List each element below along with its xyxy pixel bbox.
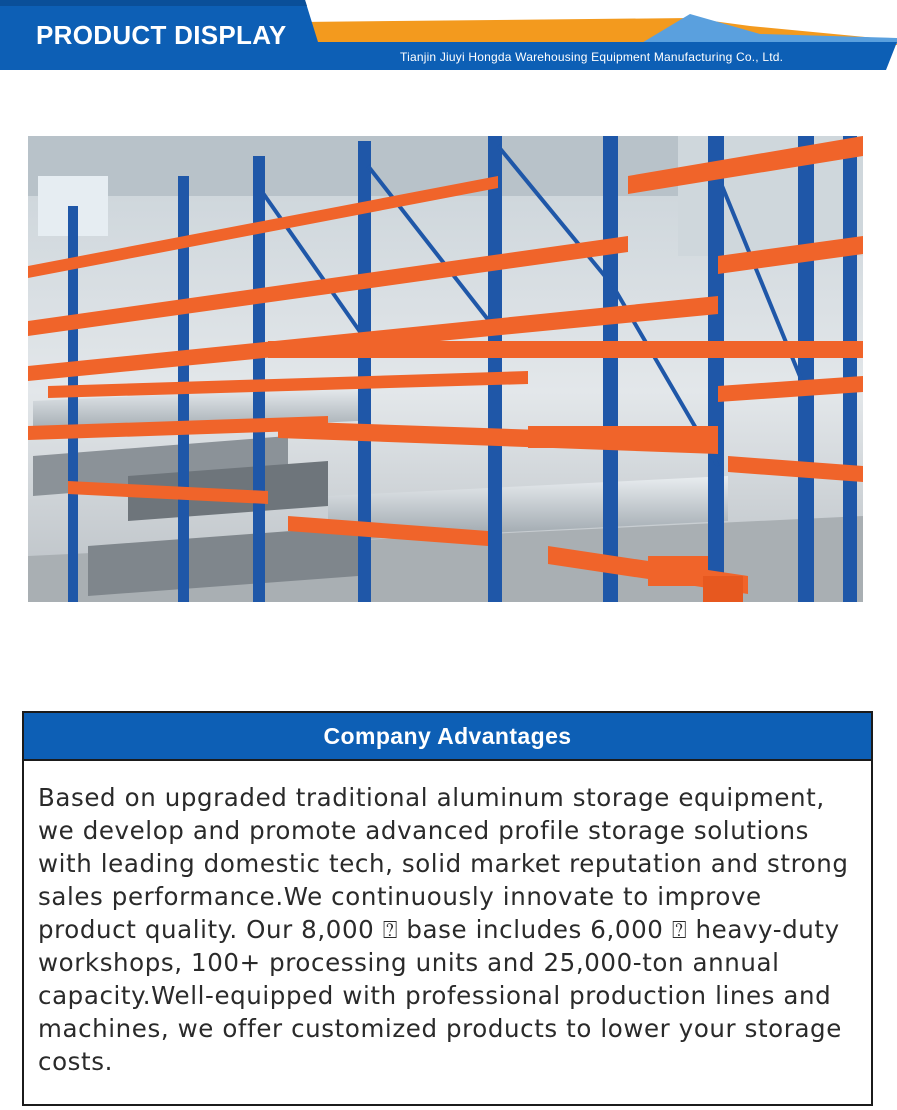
panel-header (24, 713, 871, 761)
advantages-text: Based on upgraded traditional aluminum storage equipment, we develop and promote advanced profile storage solutions with leading domestic tech, solid market reputation and strong sales performance.We continuously innovate to improve product quality. Our 8,000 ⍰ base includes 6,000 ⍰ heavy-duty workshops, 100+ processing units and 25,000-ton annual capacity.Well-equipped with professional production lines and machines, we offer customized products to lower your storage costs. (38, 783, 849, 1076)
panel-body (24, 761, 871, 1078)
product-photo (28, 136, 863, 602)
company-advantages-panel (22, 711, 873, 1106)
panel-title: Company Advantages (323, 722, 572, 749)
page-title: PRODUCT DISPLAY (36, 20, 287, 50)
company-name: Tianjin Jiuyi Hongda Warehousing Equipment Manufacturing Co., Ltd. (400, 50, 784, 64)
header-banner (0, 0, 897, 80)
racking-illustration (28, 136, 863, 602)
